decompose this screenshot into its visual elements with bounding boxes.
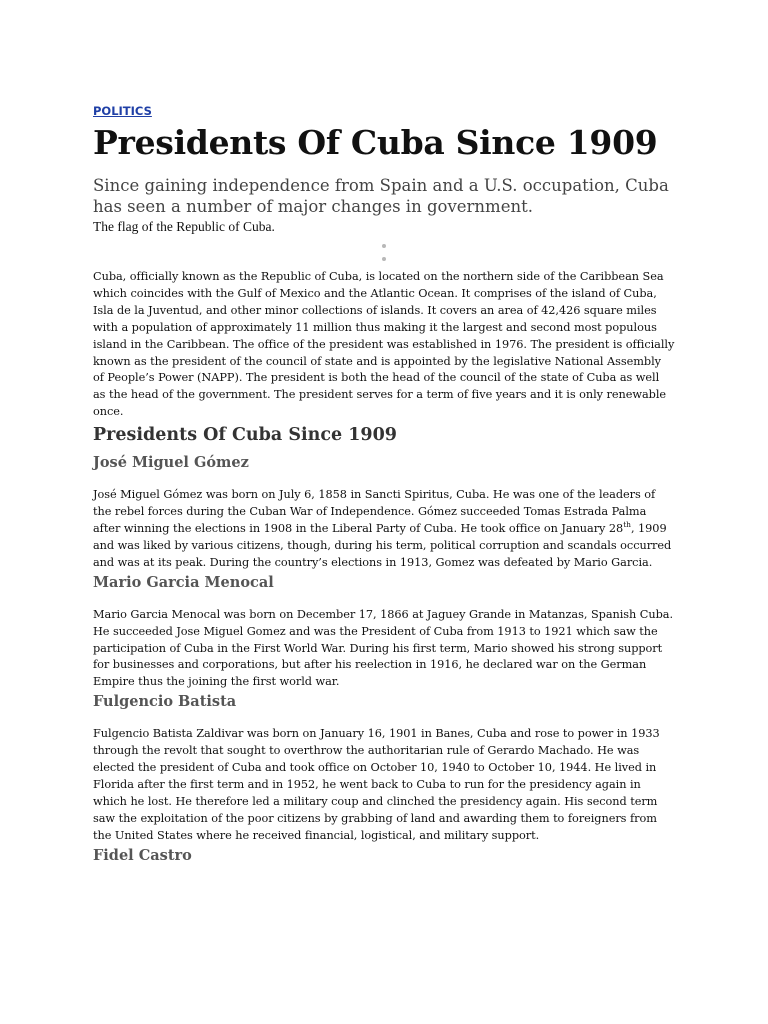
article-subtitle: Since gaining independence from Spain and a U.S. occupation, Cuba has seen a number of major changes in government. xyxy=(93,176,669,216)
section-heading: Presidents Of Cuba Since 1909 xyxy=(93,425,397,446)
carousel-dot-icon[interactable] xyxy=(382,257,386,261)
president-text-menocal: Mario Garcia Menocal was born on December 17, 1866 at Jaguey Grande in Matanzas, Spanish Cuba. He succeeded Jose Miguel Gomez and was the President of Cuba from 1913 to 1921 which saw the participation of Cuba in the First World War. During his first term, Mario showed his strong support for businesses and corporations, but after his reelection in 1916, he declared war on the German Empire thus the joining the first world war. xyxy=(93,607,674,689)
carousel-dots xyxy=(93,244,675,261)
carousel-dot-icon[interactable] xyxy=(382,244,386,248)
image-caption: The flag of the Republic of Cuba. xyxy=(93,219,275,234)
president-text-batista: Fulgencio Batista Zaldivar was born on January 16, 1901 in Banes, Cuba and rose to power in 1933 through the revolt that sought to overthrow the authoritarian rule of Gerardo Machado. He was elected the president of Cuba and took office on October 10, 1940 to October 10, 1944. He lived in Florida after the first term and in 1952, he went back to Cuba to run for the presidency again in which he lost. He therefore led a military coup and clinched the presidency again. His second term saw the exploitation of the poor citizens by grabbing of land and awarding them to foreigners from the United States where he received financial, logistical, and military support. xyxy=(93,727,660,842)
ordinal-suffix: th xyxy=(623,520,631,530)
category-link[interactable]: POLITICS xyxy=(93,104,152,118)
president-heading-gomez: José Miguel Gómez xyxy=(93,454,249,472)
article xyxy=(93,100,675,866)
president-heading-menocal: Mario Garcia Menocal xyxy=(93,573,274,591)
president-text-part: José Miguel Gómez was born on July 6, 1858 in Sancti Spiritus, Cuba. He was one of the leaders of the rebel forces during the Cuban War of Independence. Gómez succeeded Tomas Estrada Palma after winning the elections in 1908 in the Liberal Party of Cuba. He took office on January 28 xyxy=(93,488,656,535)
president-text-gomez xyxy=(93,487,675,572)
article-title: Presidents Of Cuba Since 1909 xyxy=(93,123,658,162)
president-text-part: , 1909 and was liked by various citizens, though, during his term, political corruption and scandals occurred and was at its peak. During the country’s elections in 1913, Gomez was defeated by Mario Garcia. xyxy=(93,521,672,569)
intro-paragraph: Cuba, officially known as the Republic of Cuba, is located on the northern side of the Caribbean Sea which coincides with the Gulf of Mexico and the Atlantic Ocean. It comprises of the island of Cuba, Isla de la Juventud, and other minor collections of islands. It covers an area of 42,426 square miles with a population of approximately 11 million thus making it the largest and second most populous island in the Caribbean. The office of the president was established in 1976. The president is officially known as the president of the council of state and is appointed by the legislative National Assembly of People’s Power (NAPP). The president is both the head of the council of the state of Cuba as well as the head of the government. The president serves for a term of five years and it is only renewable once. xyxy=(93,270,675,419)
president-heading-castro: Fidel Castro xyxy=(93,846,192,864)
president-heading-batista: Fulgencio Batista xyxy=(93,693,237,711)
